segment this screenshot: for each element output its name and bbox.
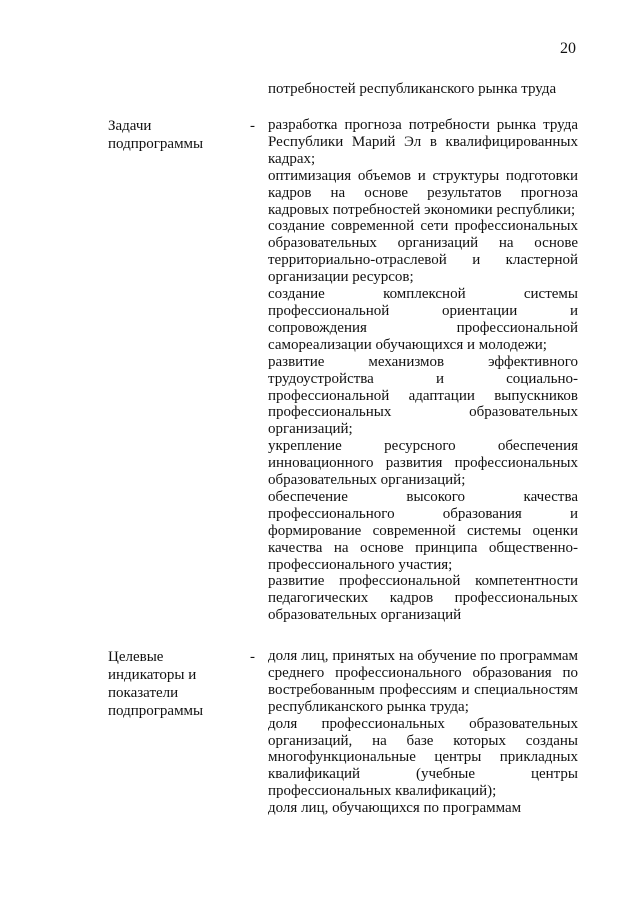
- task-item: развитие профессиональной компетентности педагогических кадров профессиональных образовательных организаций: [268, 573, 578, 624]
- task-item: обеспечение высокого качества профессионального образования и формирование современной системы оценки качества на основе принципа общественно-профессионального участия;: [268, 488, 578, 573]
- task-item: создание современной сети профессиональных образовательных организаций на основе территориально-отраслевой и кластерной организации ресурсов;: [268, 218, 578, 286]
- indicator-item: доля лиц, обучающихся по программам: [268, 800, 522, 817]
- indicator-item: доля профессиональных образовательных организаций, на базе которых созданы многофункциональные центры прикладных квалификаций (учебные центры профессиональных квалификаций);: [268, 715, 578, 800]
- task-item: укрепление ресурсного обеспечения инновационного развития профессиональных образовательных организаций;: [268, 438, 578, 489]
- section-tasks-body: [268, 117, 578, 624]
- page-number: 20: [560, 40, 576, 57]
- continuation-text: потребностей республиканского рынка труда: [268, 81, 557, 97]
- task-item: оптимизация объемов и структуры подготовки кадров на основе результатов прогноза кадровых потребностей экономики республики;: [268, 167, 578, 218]
- task-item: создание комплексной системы профессиональной ориентации и сопровождения профессиональной самореализации обучающихся и молодежи;: [268, 286, 578, 353]
- section-indicators-label: Целевые индикаторы и показатели подпрограммы: [108, 649, 204, 719]
- task-item: разработка прогноза потребности рынка труда Республики Марий Эл в квалифицированных кадрах;: [268, 117, 578, 167]
- section-tasks-label: Задачи подпрограммы: [108, 118, 204, 152]
- section-indicators-body: [268, 648, 578, 817]
- task-item: развитие механизмов эффективного трудоустройства и социально-профессиональной адаптации выпускников профессиональных образовательных организаций;: [268, 353, 578, 438]
- section-indicators-dash: -: [250, 649, 255, 665]
- indicator-item: доля лиц, принятых на обучение по программам среднего профессионального образования по востребованным профессиям и специальностям республиканского рынка труда;: [268, 648, 578, 715]
- section-tasks-dash: -: [250, 118, 255, 134]
